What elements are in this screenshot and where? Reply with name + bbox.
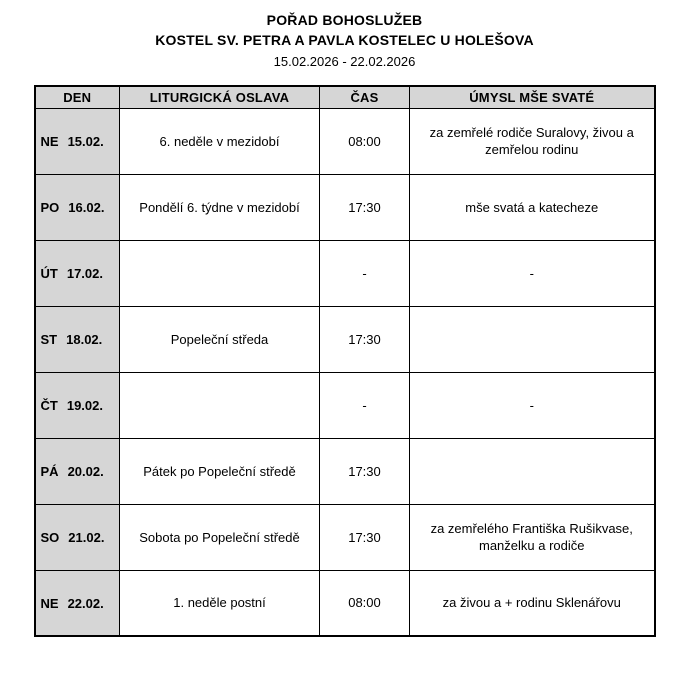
time-cell: -: [320, 372, 410, 438]
table-header-row: [35, 86, 655, 108]
church-name: KOSTEL SV. PETRA A PAVLA KOSTELEC U HOLEŠOVA: [155, 32, 534, 49]
table-row: [35, 108, 655, 174]
day-abbrev: NE: [40, 595, 59, 611]
column-header-celebration: LITURGICKÁ OSLAVA: [120, 86, 320, 108]
celebration-cell: [120, 240, 320, 306]
day-abbrev: PÁ: [40, 463, 59, 479]
time-cell: 08:00: [320, 570, 410, 636]
time-cell: -: [320, 240, 410, 306]
day-cell: [35, 306, 120, 372]
day-cell: [35, 240, 120, 306]
celebration-cell: 6. neděle v mezidobí: [120, 108, 320, 174]
celebration-cell: [120, 372, 320, 438]
day-date: 19.02.: [66, 397, 103, 413]
table-row: [35, 240, 655, 306]
day-date: 18.02.: [66, 331, 103, 347]
day-cell: [35, 438, 120, 504]
column-header-intention: ÚMYSL MŠE SVATÉ: [410, 86, 655, 108]
day-cell: [35, 504, 120, 570]
intention-cell: -: [410, 372, 655, 438]
table-body: [35, 108, 655, 636]
column-header-day: DEN: [35, 86, 120, 108]
time-cell: 17:30: [320, 438, 410, 504]
day-abbrev: ST: [40, 331, 58, 347]
intention-cell: za živou a + rodinu Sklenářovu: [410, 570, 655, 636]
day-cell: [35, 174, 120, 240]
celebration-cell: 1. neděle postní: [120, 570, 320, 636]
time-cell: 17:30: [320, 174, 410, 240]
day-abbrev: SO: [40, 529, 60, 545]
time-cell: 08:00: [320, 108, 410, 174]
intention-cell: za zemřelé rodiče Suralovy, živou a zemřelou rodinu: [410, 108, 655, 174]
table-row: [35, 174, 655, 240]
table-row: [35, 372, 655, 438]
date-range: 15.02.2026 - 22.02.2026: [273, 53, 416, 69]
schedule-table: [34, 85, 656, 637]
day-date: 22.02.: [67, 595, 104, 611]
day-date: 21.02.: [68, 529, 105, 545]
day-date: 17.02.: [66, 265, 103, 281]
day-abbrev: ČT: [40, 397, 58, 413]
table-row: [35, 570, 655, 636]
day-abbrev: NE: [40, 133, 59, 149]
table-row: [35, 438, 655, 504]
celebration-cell: Pátek po Popeleční středě: [120, 438, 320, 504]
day-date: 20.02.: [67, 463, 104, 479]
day-date: 16.02.: [68, 199, 105, 215]
intention-cell: [410, 438, 655, 504]
intention-cell: [410, 306, 655, 372]
day-date: 15.02.: [67, 133, 104, 149]
day-cell: [35, 570, 120, 636]
intention-cell: za zemřelého Františka Rušikvase, manželku a rodiče: [410, 504, 655, 570]
day-abbrev: PO: [40, 199, 60, 215]
table-row: [35, 504, 655, 570]
celebration-cell: Sobota po Popeleční středě: [120, 504, 320, 570]
intention-cell: -: [410, 240, 655, 306]
day-abbrev: ÚT: [40, 265, 58, 281]
celebration-cell: Pondělí 6. týdne v mezidobí: [120, 174, 320, 240]
celebration-cell: Popeleční středa: [120, 306, 320, 372]
page-title: POŘAD BOHOSLUŽEB: [266, 12, 423, 28]
column-header-time: ČAS: [320, 86, 410, 108]
time-cell: 17:30: [320, 504, 410, 570]
intention-cell: mše svatá a katecheze: [410, 174, 655, 240]
table-row: [35, 306, 655, 372]
day-cell: [35, 108, 120, 174]
time-cell: 17:30: [320, 306, 410, 372]
document-header: [0, 10, 689, 71]
day-cell: [35, 372, 120, 438]
